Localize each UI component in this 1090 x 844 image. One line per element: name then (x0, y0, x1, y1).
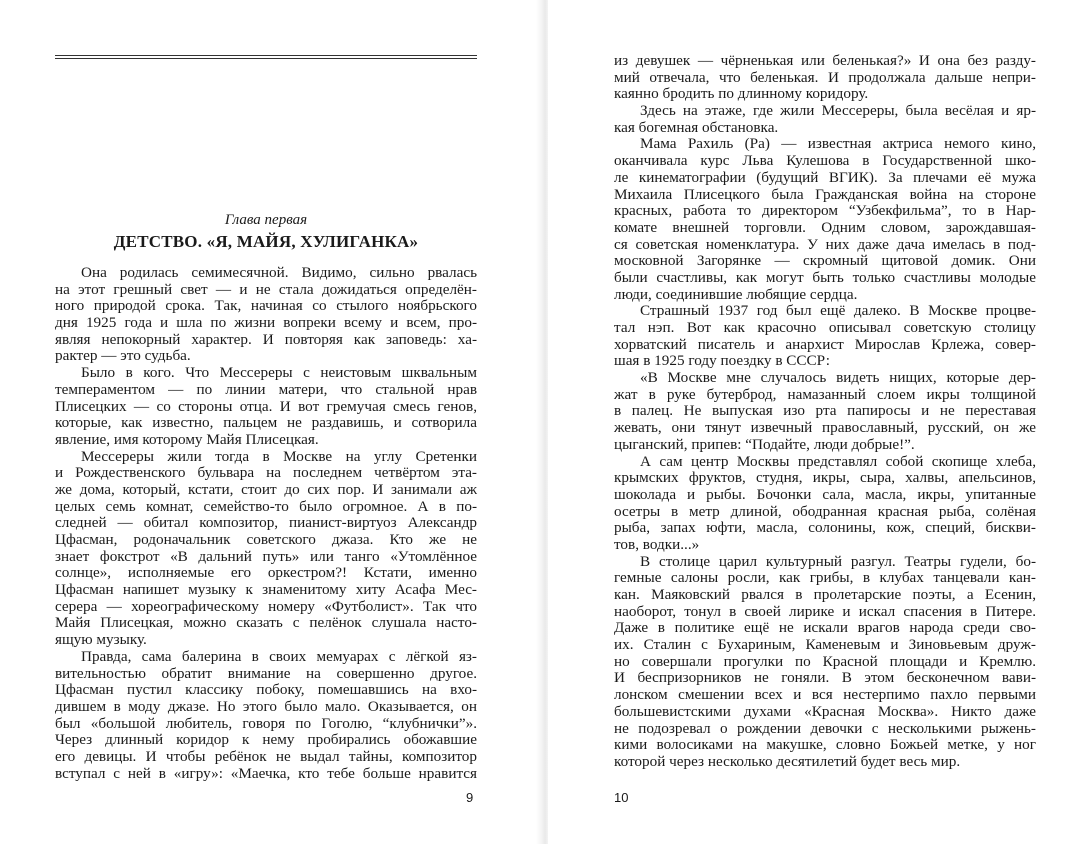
text-line: ле кинематографии (будущий ВГИК). За плечами её мужа (614, 168, 1036, 186)
text-line: темпераментом — по линии матери, что стальной нрав (55, 380, 477, 398)
text-line: в палец. Не выпуская изо рта папиросы и не переставая (614, 402, 1036, 420)
text-line: тал нэп. Вот как красочно описывал советскую столицу (614, 319, 1036, 336)
text-line: В столице царил культурный разгул. Театры гудели, бо- (640, 552, 1036, 570)
text-line: хорватский писатель и анархист Мирослав Крлежа, совер- (614, 335, 1036, 353)
page-number: 10 (614, 790, 629, 805)
text-line: шоколада и рыбы. Бочонки сала, масла, икры, упитанные (614, 485, 1036, 503)
text-line: являя непокорный характер. И повторяя как заповедь: ха- (55, 330, 477, 348)
left-page (0, 0, 542, 844)
text-line: Плисецких — со стороны отца. И вот гремучая смесь генов, (55, 397, 477, 415)
text-line: рыба, запах юфти, масла, солонины, кож, специй, бискви- (614, 519, 1036, 537)
text-line: наоборот, тонул в своей лирике и искал спасения в Питере. (614, 602, 1036, 620)
chapter-title: ДЕТСТВО. «Я, МАЙЯ, ХУЛИГАНКА» (113, 232, 419, 251)
text-line: цыганский, припев: “Подайте, люди добрые!”. (614, 435, 915, 453)
text-line: жевать, они тянут извечный православный, русский, он же (614, 419, 1036, 437)
text-line: и Рождественского бульвара на последнем четвёртом эта- (55, 464, 477, 482)
header-rule-top (55, 55, 477, 56)
text-line: московной Загорянке — скромный щитовой домик. Они (614, 252, 1036, 270)
text-line: Она родилась семимесячной. Видимо, сильно рвалась (81, 264, 477, 281)
text-line: Мессереры жили тогда в Москве на углу Сретенки (81, 447, 477, 465)
text-line: гемные салоны росли, как грибы, в клубах танцевали кан- (614, 569, 1036, 587)
text-line: Страшный 1937 год был ещё далеко. В Москве процве- (640, 302, 1036, 320)
text-line: красных, работа то директором “Узбекфильма”, то в Нар- (614, 202, 1036, 220)
text-line: но совершали прогулки по Красной площади и Кремлю. (614, 652, 1036, 670)
text-line: был «большой любитель, говоря по Гоголю, “клубнички”». (55, 714, 477, 732)
text-line: каянно бродить по длинному коридору. (614, 85, 869, 103)
chapter-label: Глава первая (224, 212, 308, 228)
text-line: Цфасман напишет музыку к знаменитому хиту Асафа Мес- (55, 581, 477, 599)
text-line: Через длинный коридор к нему пробирались обожавшие (55, 731, 477, 749)
text-line: люди, соединившие любящие сердца. (614, 285, 858, 303)
text-line: комате внешней торговли. Одним словом, зарождавшая- (614, 218, 1036, 236)
text-line: явление, имя которому Майя Плисецкая. (55, 430, 319, 448)
text-line: не подозревал о рождении девочки с несколькими рыжень- (614, 719, 1036, 737)
text-line: следней — обитал композитор, пианист-виртуоз Александр (55, 514, 477, 532)
text-line: кая богемная обстановка. (614, 118, 779, 136)
right-page-text (614, 53, 1036, 771)
text-line: «В Москве мне случалось видеть нищих, которые дер- (640, 369, 1036, 387)
text-line: из девушек — чёрненькая или беленькая?» И она без разду- (614, 52, 1036, 69)
text-line: их. Сталин с Бухариным, Каменевым и Зиновьевым друж- (614, 636, 1036, 654)
text-line: ящую музыку. (55, 631, 147, 649)
page-number: 9 (466, 790, 474, 805)
text-line: лонском смешении всех и вся нестерпимо пахло первыми (614, 686, 1036, 704)
text-line: Правда, сама балерина в своих мемуарах с лёгкой яз- (81, 647, 477, 665)
text-line: его девицы. И чтобы ребёнок не выдал тайны, композитор (55, 747, 477, 765)
text-line: целых семь комнат, семейство-то было огромное. А в по- (55, 497, 477, 515)
text-line: большевистскими духами «Красная Москва». Никто даже (614, 702, 1036, 720)
text-line: вительностью обратит внимание на совершенно другое. (55, 664, 477, 682)
text-line: Даже в политике ещё не искали врагов народа среди сво- (614, 619, 1036, 637)
text-line: дившем в моду джазе. Но этого было мало. Оказывается, он (55, 697, 477, 715)
text-line: оканчивала курс Льва Кулешова в Государственной шко- (614, 152, 1036, 170)
text-line: знает фокстрот «В дальний путь» или танго «Утомлённое (55, 547, 477, 565)
text-line: солнце», исполняемые его оркестром?! Кстати, именно (55, 564, 477, 582)
text-line: Было в кого. Что Мессереры с неистовым шквальным (81, 364, 477, 382)
text-line: которые, как известно, пальцем не раздавишь, и сотворила (55, 414, 477, 432)
text-line: кими волосиками на макушке, словно Божьей метке, у ног (614, 736, 1036, 754)
text-line: Михаила Плисецкого была Гражданская война на стороне (614, 185, 1036, 203)
text-line: тов, водки...» (614, 535, 700, 553)
text-line: Мама Рахиль (Ра) — известная актриса немого кино, (640, 135, 1036, 153)
text-line: же дома, который, кстати, стоит до сих пор. И занимали аж (55, 480, 477, 498)
text-line: вступал с ней в «игру»: «Маечка, кто тебе больше нравится (55, 764, 477, 782)
text-line: жат в руке бутерброд, намазанный слоем икры толщиной (614, 385, 1036, 403)
text-line: А сам центр Москвы представлял собой скопище хлеба, (640, 452, 1036, 470)
text-line: осетры в метр длиной, ободранная красная рыба, солёная (614, 502, 1036, 520)
text-line: шая в 1925 году поездку в СССР: (614, 352, 830, 370)
text-line: ся советская номенклатура. У них даже дача имелась в под- (614, 235, 1036, 253)
text-line: кан. Маяковский рвался в пролетарские поэты, а Есенин, (614, 586, 1036, 603)
text-line: были счастливы, как могут быть только счастливы молодые (614, 268, 1036, 286)
text-line: Майя Плисецкая, можно сказать с пелёнок слушала насто- (55, 614, 477, 632)
text-line: ного природой срока. Так, начиная со стылого ноябрьского (55, 297, 477, 315)
text-line: мий отвечала, что беленькая. И продолжала дальше непри- (614, 68, 1036, 86)
text-line: серера — хореографическому номеру «Футболист». Так что (55, 597, 477, 615)
text-line: которой через несколько десятилетий будет весь мир. (614, 752, 961, 770)
text-line: Цфасман, родоначальник советского джаза. Кто же не (55, 531, 477, 548)
text-line: рактер — это судьба. (55, 347, 191, 365)
text-line: на этот грешный свет — и не стала дожидаться определён- (55, 280, 477, 298)
text-line: дня 1925 года и шла по жизни вопреки всему и всем, про- (55, 314, 477, 332)
text-line: Цфасман пустил классику побоку, помешавшись на вхо- (55, 681, 477, 699)
text-line: И беспризорников не гоняли. В этом бесконечном вави- (614, 669, 1036, 687)
left-page-text (55, 265, 477, 782)
text-line: крымских фруктов, студня, икры, сыра, халвы, апельсинов, (614, 469, 1036, 487)
text-line: Здесь на этаже, где жили Мессереры, была весёлая и яр- (640, 102, 1036, 120)
header-rule-bottom (55, 58, 477, 59)
